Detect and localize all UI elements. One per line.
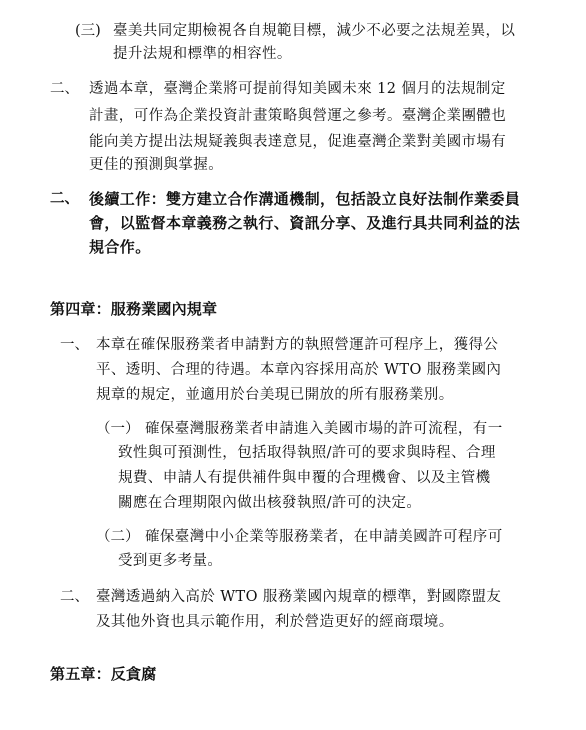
paragraph-line: 受到更多考量。 — [118, 553, 223, 569]
item-marker: （二） — [96, 529, 140, 545]
paragraph-line: 透過本章，臺灣企業將可提前得知美國未來 12 個月的法規制定 — [89, 81, 506, 97]
item-marker: 二、 — [60, 589, 89, 605]
paragraph-line: 關應在合理期限內做出核發執照/許可的決定。 — [118, 495, 422, 511]
paragraph-line: 計畫，可作為企業投資計畫策略與營運之參考。臺灣企業團體也 — [89, 108, 507, 124]
item-marker: (三) — [75, 23, 101, 39]
item-marker: 二、 — [50, 81, 79, 97]
paragraph-line: 提升法規和標準的相容性。 — [113, 46, 292, 62]
paragraph-line: 平、透明、合理的待遇。本章內容採用高於 WTO 服務業國內 — [96, 362, 502, 378]
item-marker: 一、 — [60, 337, 89, 353]
paragraph-line: 規章的規定，並適用於台美現已開放的所有服務業別。 — [96, 387, 454, 403]
paragraph-line: 更佳的預測與掌握。 — [89, 157, 224, 173]
paragraph-line: 臺美共同定期檢視各自規範目標，減少不必要之法規差異，以 — [113, 23, 516, 39]
paragraph-line: 臺灣透過納入高於 WTO 服務業國內規章的標準，對國際盟友 — [96, 589, 502, 605]
paragraph-line: 規費、申請人有提供補件與申覆的合理機會、以及主管機 — [118, 470, 491, 486]
chapter-heading: 第五章：反貪腐 — [50, 665, 157, 683]
chapter-heading: 第四章：服務業國內規章 — [50, 300, 218, 318]
paragraph-line: 致性與可預測性，包括取得執照/許可的要求與時程、合理 — [118, 445, 496, 461]
item-marker: 二、 — [50, 190, 79, 207]
paragraph-line: 及其他外資也具示範作用，利於營造更好的經商環境。 — [96, 614, 454, 630]
paragraph-line: 能向美方提出法規疑義與表達意見，促進臺灣企業對美國市場有 — [89, 134, 507, 150]
paragraph-line: 確保臺灣中小企業等服務業者，在申請美國許可程序可 — [145, 529, 503, 545]
paragraph-line: 後續工作：雙方建立合作溝通機制，包括設立良好法制作業委員 — [89, 190, 521, 208]
item-marker: （一） — [96, 421, 140, 437]
paragraph-line: 本章在確保服務業者申請對方的執照營運許可程序上，獲得公 — [96, 337, 499, 353]
paragraph-line: 確保臺灣服務業者申請進入美國市場的許可流程，有一 — [145, 421, 503, 437]
paragraph-line: 規合作。 — [89, 238, 151, 256]
paragraph-line: 會，以監督本章義務之執行、資訊分享、及進行具共同利益的法 — [89, 214, 521, 232]
